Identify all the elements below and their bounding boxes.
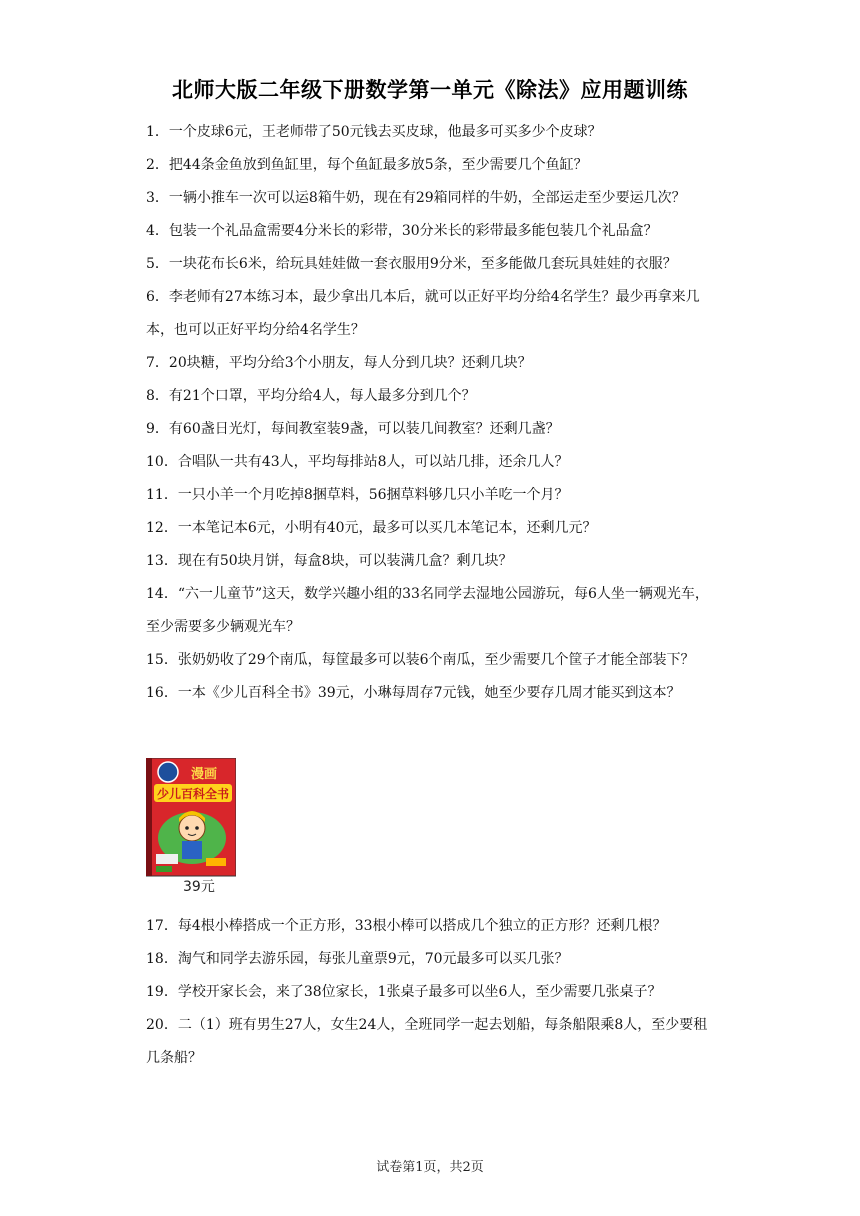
question-item: 1．一个皮球6元，王老师带了50元钱去买皮球，他最多可买多少个皮球？ bbox=[146, 124, 602, 140]
question-item: 18．淘气和同学去游乐园，每张儿童票9元，70元最多可以买几张？ bbox=[146, 951, 569, 967]
book-price-label: 39元 bbox=[183, 879, 215, 895]
svg-text:漫画: 漫画 bbox=[190, 767, 218, 782]
question-item: 4．包装一个礼品盒需要4分米长的彩带，30分米长的彩带最多能包装几个礼品盒？ bbox=[146, 223, 658, 239]
question-item: 10．合唱队一共有43人，平均每排站8人，可以站几排，还余几人？ bbox=[146, 454, 569, 470]
question-item: 20．二（1）班有男生27人，女生24人，全班同学一起去划船，每条船限乘8人，至少要租几条船？ bbox=[146, 1017, 708, 1066]
question-item: 14．“六一儿童节”这天，数学兴趣小组的33名同学去湿地公园游玩，每6人坐一辆观光车，至少需要多少辆观光车？ bbox=[146, 586, 709, 635]
question-item: 16．一本《少儿百科全书》39元，小琳每周存7元钱，她至少要存几周才能买到这本？ bbox=[146, 685, 681, 701]
page-footer: 试卷第1页，共2页 bbox=[376, 1160, 484, 1175]
question-list-part1 bbox=[146, 116, 718, 710]
question-item: 3．一辆小推车一次可以运8箱牛奶，现在有29箱同样的牛奶，全部运走至少要运几次？ bbox=[146, 190, 686, 206]
question-item: 12．一本笔记本6元，小明有40元，最多可以买几本笔记本，还剩几元？ bbox=[146, 520, 597, 536]
question-item: 2．把44条金鱼放到鱼缸里，每个鱼缸最多放5条，至少需要几个鱼缸？ bbox=[146, 157, 588, 173]
page-title: 北师大版二年级下册数学第一单元《除法》应用题训练 bbox=[172, 78, 688, 102]
question-item: 19．学校开家长会，来了38位家长，1张桌子最多可以坐6人，至少需要几张桌子？ bbox=[146, 984, 662, 1000]
question-item: 5．一块花布长6米，给玩具娃娃做一套衣服用9分米，至多能做几套玩具娃娃的衣服？ bbox=[146, 256, 677, 272]
question-item: 9．有60盏日光灯，每间教室装9盏，可以装几间教室？还剩几盏？ bbox=[146, 421, 560, 437]
question-item: 8．有21个口罩，平均分给4人，每人最多分到几个？ bbox=[146, 388, 476, 404]
question-item: 7．20块糖，平均分给3个小朋友，每人分到几块？还剩几块？ bbox=[146, 355, 532, 371]
svg-text:少儿百科全书: 少儿百科全书 bbox=[156, 787, 230, 801]
book-cover-icon bbox=[146, 758, 236, 878]
question-item: 13．现在有50块月饼，每盒8块，可以装满几盒？剩几块？ bbox=[146, 553, 513, 569]
question-item: 11．一只小羊一个月吃掉8捆草料，56捆草料够几只小羊吃一个月？ bbox=[146, 487, 569, 503]
question-item: 17．每4根小棒搭成一个正方形，33根小棒可以搭成几个独立的正方形？还剩几根？ bbox=[146, 918, 667, 934]
question-item: 15．张奶奶收了29个南瓜，每筐最多可以装6个南瓜，至少需要几个筐子才能全部装下？ bbox=[146, 652, 695, 668]
question-list-part2 bbox=[146, 910, 718, 1075]
question-item: 6．李老师有27本练习本，最少拿出几本后，就可以正好平均分给4名学生？最少再拿来几本，也可以正好平均分给4名学生？ bbox=[146, 289, 700, 338]
